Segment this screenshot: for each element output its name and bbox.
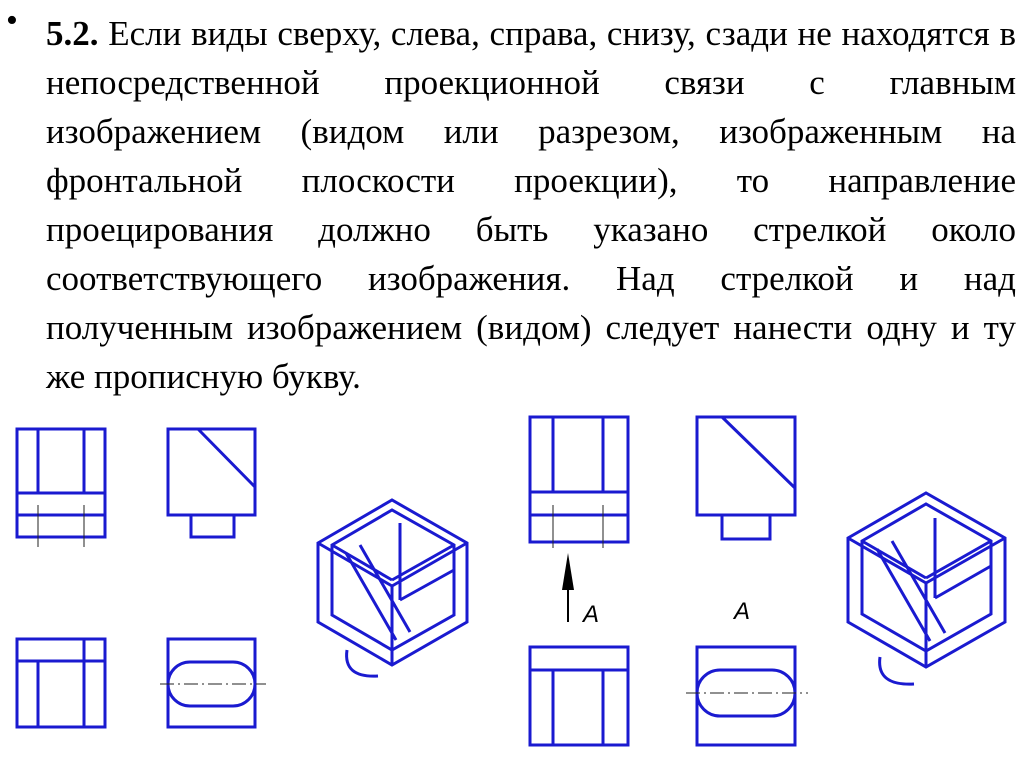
bullet: • [6, 2, 18, 39]
left-example [17, 429, 467, 727]
right-example [530, 417, 1005, 745]
isometric-part-left [318, 500, 467, 676]
side-view-right [697, 417, 795, 539]
front-view-right [530, 417, 628, 548]
bottom-view-a-right [530, 647, 628, 745]
view-direction-arrow [562, 553, 574, 622]
rule-paragraph [46, 9, 1016, 401]
side-view-left [168, 429, 255, 537]
bottom-view-left [160, 639, 266, 727]
top-view-left [17, 639, 105, 727]
front-view-left [17, 429, 105, 547]
arrow-letter: A [583, 601, 600, 628]
rule-number: 5.2. [46, 14, 99, 53]
view-letter: A [734, 598, 751, 625]
top-view-right [686, 647, 808, 745]
isometric-part-right [848, 493, 1005, 684]
projection-drawing [0, 400, 1024, 767]
rule-text: Если виды сверху, слева, справа, снизу, сзади не находятся в непосредственной проекционной связи с главным изображением (видом или разрезом, изображенным на фронтальной плоскости проекции), то направление проецирования должно быть указано стрелкой около соответствующего изображения. Над стрелкой и над полученным изображением (видом) следует нанести одну и ту же прописную букву. [46, 14, 1016, 396]
